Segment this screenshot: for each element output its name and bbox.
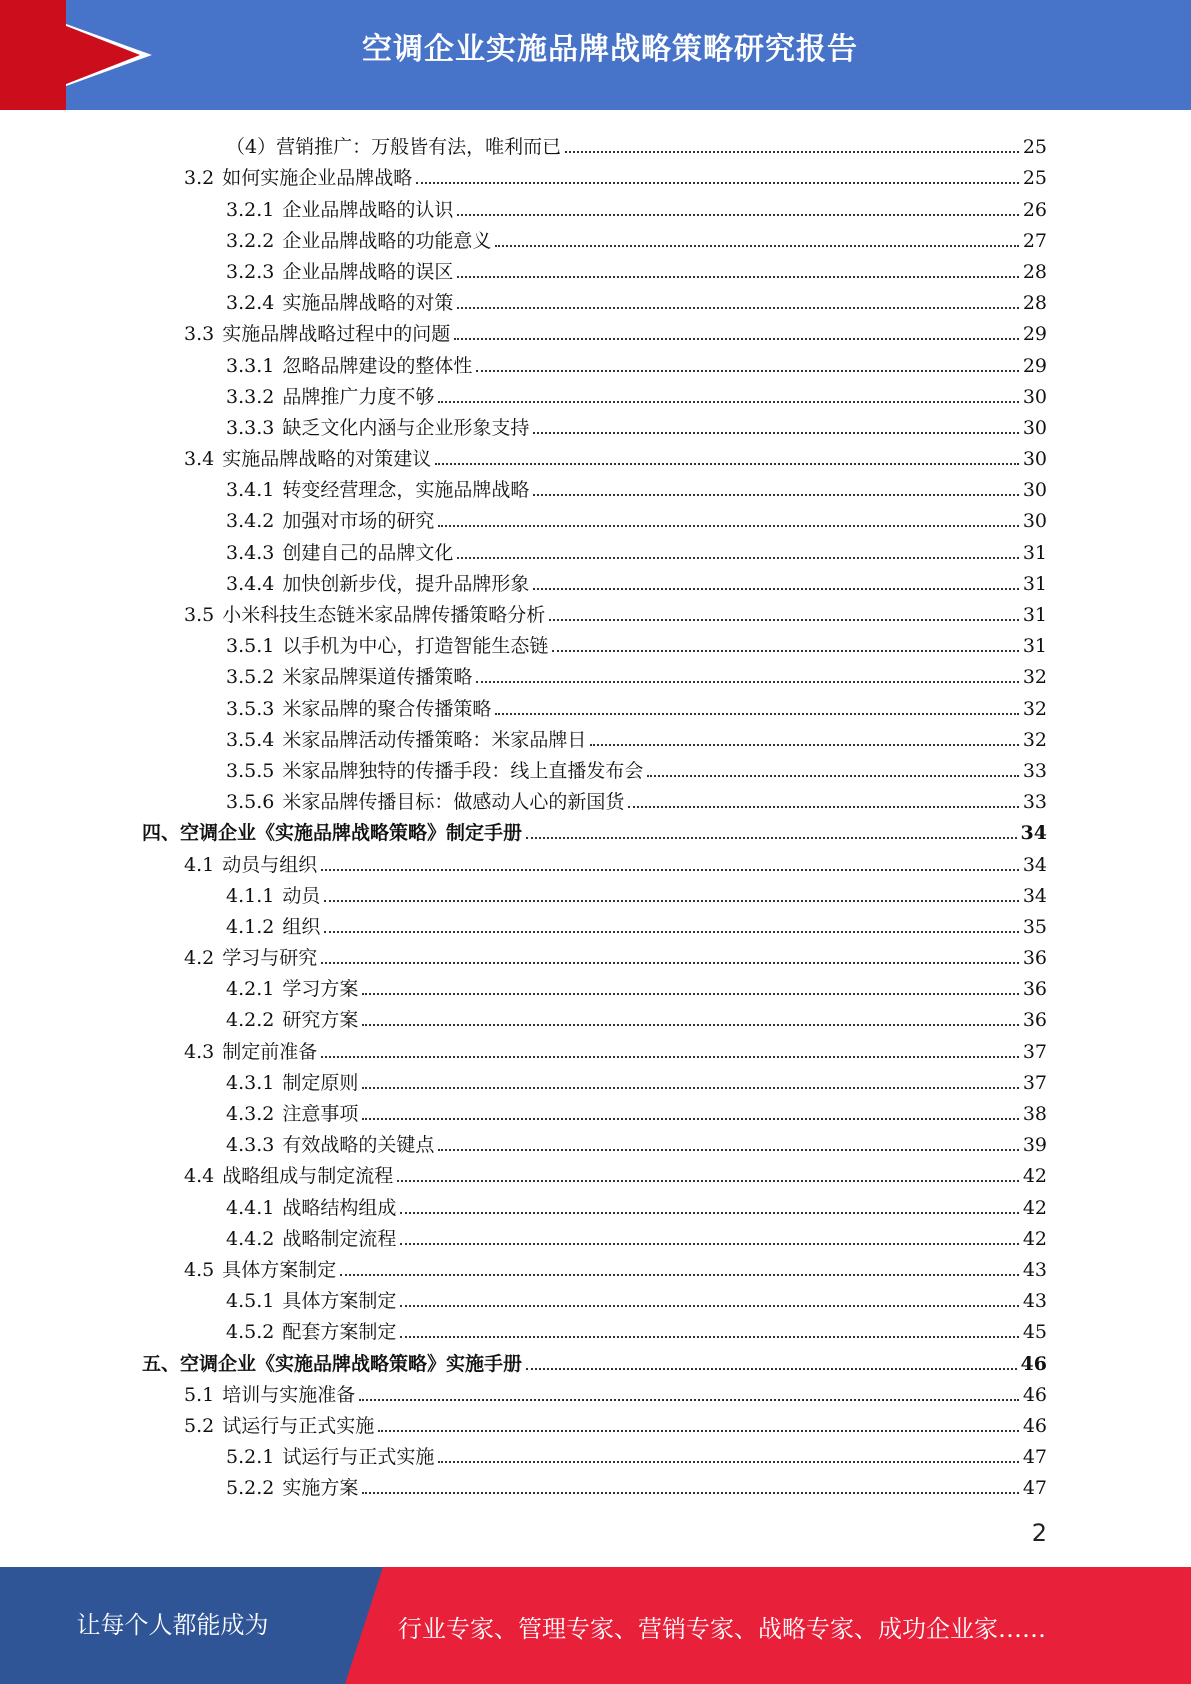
toc-entry-page: 30	[1022, 448, 1047, 471]
toc-entry-page: 38	[1022, 1103, 1047, 1125]
toc-dot-leader	[533, 432, 1018, 434]
toc-dot-leader	[454, 338, 1019, 340]
toc-entry[interactable]	[0, 532, 1191, 563]
toc-entry[interactable]	[0, 938, 1191, 969]
toc-dot-leader	[435, 463, 1019, 465]
toc-entry[interactable]	[0, 408, 1191, 439]
toc-dot-leader	[526, 837, 1017, 839]
toc-entry[interactable]	[0, 189, 1191, 220]
toc-dot-leader	[495, 245, 1018, 247]
toc-entry-page: 30	[1022, 479, 1047, 502]
toc-entry[interactable]	[0, 782, 1191, 813]
toc-entry-page: 29	[1022, 354, 1047, 377]
toc-dot-leader	[476, 681, 1018, 683]
toc-entry-number: 3.2	[184, 167, 215, 190]
toc-entry-number: 3.4.2	[226, 510, 275, 533]
toc-entry-page: 31	[1022, 541, 1047, 564]
toc-entry-page: 42	[1022, 1165, 1047, 1188]
toc-entry-page: 31	[1022, 604, 1047, 626]
page-header	[0, 0, 1191, 110]
toc-entry-page: 28	[1022, 292, 1047, 315]
toc-entry-page: 31	[1022, 635, 1047, 658]
toc-entry[interactable]	[0, 1437, 1191, 1468]
toc-entry-page: 31	[1022, 572, 1047, 595]
toc-entry-number: 4.3.1	[226, 1071, 275, 1094]
toc-dot-leader	[324, 931, 1018, 933]
toc-entry-page: 43	[1022, 1290, 1047, 1313]
toc-entry[interactable]	[0, 1219, 1191, 1250]
toc-entry-label: 忽略品牌建设的整体性	[282, 354, 473, 377]
toc-entry[interactable]	[0, 283, 1191, 314]
toc-entry-page: 45	[1022, 1321, 1047, 1344]
toc-entry-label: 企业品牌战略的认识	[282, 198, 454, 221]
toc-entry[interactable]	[0, 626, 1191, 657]
toc-entry-page: 34	[1022, 853, 1047, 876]
toc-entry-number: 3.2.3	[226, 260, 275, 283]
toc-entry-number: 3.5.2	[226, 666, 275, 689]
toc-dot-leader	[400, 1212, 1018, 1214]
toc-entry[interactable]	[0, 501, 1191, 532]
toc-entry-number: 4.3	[184, 1040, 215, 1063]
toc-entry[interactable]	[0, 314, 1191, 345]
toc-entry-page: 32	[1022, 728, 1047, 751]
toc-entry-label: 转变经营理念，实施品牌战略	[282, 479, 530, 502]
toc-entry-label: 具体方案制定	[282, 1290, 397, 1313]
toc-dot-leader	[438, 1149, 1018, 1151]
toc-dot-leader	[362, 1024, 1018, 1026]
toc-entry-label: 学习方案	[282, 978, 359, 1001]
toc-entry[interactable]	[0, 345, 1191, 376]
toc-entry-page: 42	[1022, 1227, 1047, 1250]
toc-entry-number: 4.2	[184, 947, 215, 970]
toc-dot-leader	[362, 993, 1018, 995]
toc-entry-label: 缺乏文化内涵与企业形象支持	[282, 416, 530, 439]
toc-entry-label: （4）营销推广：万般皆有法，唯利而已	[226, 136, 562, 159]
toc-entry[interactable]	[0, 564, 1191, 595]
toc-entry-label: 具体方案制定	[222, 1258, 337, 1281]
toc-entry-number: 3.3.2	[226, 385, 275, 408]
toc-dot-leader	[457, 307, 1018, 309]
toc-entry[interactable]	[0, 252, 1191, 283]
toc-entry-number: 5.1	[184, 1383, 215, 1406]
toc-entry-label: 培训与实施准备	[222, 1383, 356, 1406]
toc-entry-label: 试运行与正式实施	[282, 1446, 435, 1469]
toc-entry-label: 研究方案	[282, 1009, 359, 1032]
toc-entry-label: 实施品牌战略的对策建议	[222, 448, 432, 471]
toc-entry-page: 47	[1022, 1477, 1047, 1500]
toc-entry-number: 3.5.1	[226, 635, 275, 658]
toc-entry-page: 37	[1022, 1040, 1047, 1063]
toc-entry-page: 42	[1022, 1196, 1047, 1219]
toc-entry-page: 32	[1022, 666, 1047, 689]
toc-entry-page: 46	[1020, 1352, 1047, 1375]
toc-entry-label: 品牌推广力度不够	[282, 385, 435, 408]
toc-dot-leader	[438, 525, 1018, 527]
toc-entry-number: 3.3.3	[226, 416, 275, 439]
toc-entry[interactable]	[0, 1063, 1191, 1094]
toc-dot-leader	[457, 557, 1018, 559]
toc-entry[interactable]	[0, 1406, 1191, 1437]
toc-entry-number: 3.3	[184, 323, 215, 346]
toc-entry[interactable]	[0, 221, 1191, 252]
toc-dot-leader	[397, 1180, 1019, 1182]
toc-dot-leader	[438, 1461, 1018, 1463]
toc-entry-number: 5.2.2	[226, 1477, 275, 1500]
toc-entry-number: 4.1.2	[226, 915, 275, 938]
toc-entry-label: 制定原则	[282, 1071, 359, 1094]
page-footer	[0, 1567, 1191, 1684]
toc-entry[interactable]	[0, 751, 1191, 782]
toc-entry-label: 实施方案	[282, 1477, 359, 1500]
toc-entry-label: 战略结构组成	[282, 1196, 397, 1219]
toc-entry-number: 5.2	[184, 1414, 215, 1437]
toc-dot-leader	[340, 1274, 1019, 1276]
toc-entry-number: 3.3.1	[226, 354, 275, 377]
toc-dot-leader	[590, 744, 1018, 746]
toc-entry-label: 米家品牌渠道传播策略	[282, 666, 473, 689]
toc-entry-page: 39	[1022, 1134, 1047, 1157]
toc-entry-page: 30	[1022, 416, 1047, 439]
toc-dot-leader	[552, 650, 1018, 652]
toc-entry-page: 34	[1020, 822, 1047, 845]
toc-entry-number: 4.1	[184, 853, 215, 876]
footer-slogan-right: 行业专家、管理专家、营销专家、战略专家、成功企业家……	[398, 1615, 1046, 1643]
toc-entry-number: 3.2.2	[226, 229, 275, 252]
toc-dot-leader	[362, 1087, 1018, 1089]
toc-entry-page: 33	[1022, 791, 1047, 814]
toc-dot-leader	[549, 619, 1019, 621]
toc-entry-label: 加快创新步伐，提升品牌形象	[282, 572, 530, 595]
toc-entry-label: 创建自己的品牌文化	[282, 541, 454, 564]
toc-entry[interactable]	[0, 1281, 1191, 1312]
toc-entry-label: 战略组成与制定流程	[222, 1165, 394, 1188]
toc-entry-page: 32	[1022, 697, 1047, 720]
toc-dot-leader	[378, 1430, 1019, 1432]
toc-entry-page: 36	[1022, 1009, 1047, 1032]
toc-entry-page: 43	[1022, 1258, 1047, 1281]
toc-entry-label: 注意事项	[282, 1103, 359, 1125]
toc-entry-page: 47	[1022, 1446, 1047, 1469]
toc-entry[interactable]	[0, 844, 1191, 875]
toc-entry-page: 36	[1022, 978, 1047, 1001]
toc-entry-number: 4.2.2	[226, 1009, 275, 1032]
toc-entry-label: 如何实施企业品牌战略	[222, 167, 413, 190]
toc-entry[interactable]	[0, 1343, 1191, 1374]
toc-entry-label: 以手机为中心，打造智能生态链	[282, 635, 549, 658]
toc-dot-leader	[476, 370, 1018, 372]
toc-entry-number: 四、	[142, 822, 181, 845]
toc-entry[interactable]	[0, 1187, 1191, 1218]
toc-entry[interactable]	[0, 127, 1191, 158]
toc-entry[interactable]	[0, 813, 1191, 844]
toc-entry-page: 34	[1022, 884, 1047, 907]
toc-entry-number: 4.4.2	[226, 1227, 275, 1250]
toc-entry[interactable]	[0, 1094, 1191, 1125]
toc-entry-label: 制定前准备	[222, 1040, 318, 1063]
toc-entry[interactable]	[0, 1125, 1191, 1156]
toc-entry-number: 4.3.2	[226, 1103, 275, 1125]
toc-entry[interactable]	[0, 1031, 1191, 1062]
toc-entry-page: 25	[1022, 136, 1047, 159]
report-title: 空调企业实施品牌战略策略研究报告	[362, 32, 858, 67]
toc-entry-number: 3.4	[184, 448, 215, 471]
toc-entry[interactable]	[0, 1000, 1191, 1031]
toc-entry-number: 3.5.6	[226, 791, 275, 814]
toc-entry-page: 37	[1022, 1071, 1047, 1094]
toc-entry-label: 空调企业《实施品牌战略策略》实施手册	[180, 1352, 523, 1375]
table-of-contents	[0, 127, 1191, 1499]
toc-entry-label: 空调企业《实施品牌战略策略》制定手册	[180, 822, 523, 845]
toc-entry-page: 30	[1022, 510, 1047, 533]
toc-entry-number: 5.2.1	[226, 1446, 275, 1469]
toc-entry-page: 27	[1022, 229, 1047, 252]
toc-entry-number: 3.2.4	[226, 292, 275, 315]
toc-entry-page: 26	[1022, 198, 1047, 221]
toc-entry-page: 29	[1022, 323, 1047, 346]
toc-entry-number: 3.5	[184, 604, 215, 626]
toc-entry-number: 4.5	[184, 1258, 215, 1281]
toc-entry[interactable]	[0, 439, 1191, 470]
toc-entry-page: 46	[1022, 1383, 1047, 1406]
toc-entry-number: 3.4.1	[226, 479, 275, 502]
toc-entry-number: 4.3.3	[226, 1134, 275, 1157]
toc-entry-label: 有效战略的关键点	[282, 1134, 435, 1157]
toc-entry[interactable]	[0, 595, 1191, 626]
toc-entry-number: 3.5.5	[226, 759, 275, 782]
toc-entry-label: 动员与组织	[222, 853, 318, 876]
toc-entry-number: 4.4.1	[226, 1196, 275, 1219]
toc-entry-page: 33	[1022, 759, 1047, 782]
toc-entry-label: 动员	[282, 884, 321, 907]
toc-entry-number: 3.5.4	[226, 728, 275, 751]
toc-entry-number: 3.5.3	[226, 697, 275, 720]
toc-entry-label: 学习与研究	[222, 947, 318, 970]
toc-entry-label: 米家品牌活动传播策略：米家品牌日	[282, 728, 587, 751]
toc-dot-leader	[362, 1492, 1018, 1494]
toc-entry-number: 4.5.2	[226, 1321, 275, 1344]
toc-entry-label: 米家品牌独特的传播手段：线上直播发布会	[282, 759, 644, 782]
toc-entry-label: 试运行与正式实施	[222, 1414, 375, 1437]
toc-entry[interactable]	[0, 158, 1191, 189]
toc-dot-leader	[400, 1305, 1018, 1307]
toc-entry-label: 战略制定流程	[282, 1227, 397, 1250]
toc-dot-leader	[324, 900, 1018, 902]
toc-entry[interactable]	[0, 1156, 1191, 1187]
toc-entry-number: 4.1.1	[226, 884, 275, 907]
toc-dot-leader	[628, 806, 1018, 808]
toc-dot-leader	[533, 588, 1018, 590]
toc-entry-page: 25	[1022, 167, 1047, 190]
toc-dot-leader	[400, 1243, 1018, 1245]
toc-entry[interactable]	[0, 969, 1191, 1000]
toc-entry-number: 3.2.1	[226, 198, 275, 221]
toc-entry[interactable]	[0, 470, 1191, 501]
toc-dot-leader	[526, 1368, 1017, 1370]
toc-entry-label: 实施品牌战略过程中的问题	[222, 323, 451, 346]
toc-entry[interactable]	[0, 907, 1191, 938]
toc-dot-leader	[457, 276, 1018, 278]
toc-entry[interactable]	[0, 377, 1191, 408]
toc-dot-leader	[495, 713, 1018, 715]
toc-dot-leader	[533, 494, 1018, 496]
toc-entry[interactable]	[0, 1250, 1191, 1281]
toc-entry-label: 企业品牌战略的误区	[282, 260, 454, 283]
toc-entry-label: 组织	[282, 915, 321, 938]
toc-entry[interactable]	[0, 720, 1191, 751]
toc-dot-leader	[321, 869, 1019, 871]
toc-entry[interactable]	[0, 1312, 1191, 1343]
toc-entry-page: 35	[1022, 915, 1047, 938]
toc-entry-page: 36	[1022, 947, 1047, 970]
toc-entry-number: 4.5.1	[226, 1290, 275, 1313]
toc-entry-label: 企业品牌战略的功能意义	[282, 229, 492, 252]
toc-dot-leader	[457, 214, 1018, 216]
toc-entry-number: 3.4.3	[226, 541, 275, 564]
toc-dot-leader	[647, 775, 1018, 777]
page-number: 2	[1031, 1519, 1047, 1547]
toc-dot-leader	[400, 1336, 1018, 1338]
toc-dot-leader	[438, 401, 1018, 403]
toc-entry-label: 米家品牌传播目标：做感动人心的新国货	[282, 791, 625, 814]
toc-entry-number: 五、	[142, 1352, 181, 1375]
footer-slogan-left: 让每个人都能成为	[76, 1611, 269, 1639]
toc-dot-leader	[321, 962, 1019, 964]
toc-entry-label: 小米科技生态链米家品牌传播策略分析	[222, 604, 546, 626]
toc-entry[interactable]	[0, 1468, 1191, 1499]
toc-entry-label: 米家品牌的聚合传播策略	[282, 697, 492, 720]
toc-entry-label: 实施品牌战略的对策	[282, 292, 454, 315]
toc-entry-number: 3.4.4	[226, 572, 275, 595]
toc-dot-leader	[359, 1399, 1019, 1401]
toc-entry-page: 28	[1022, 260, 1047, 283]
toc-entry-number: 4.2.1	[226, 978, 275, 1001]
toc-entry[interactable]	[0, 876, 1191, 907]
header-arrow-icon	[0, 0, 140, 110]
toc-entry-number: 4.4	[184, 1165, 215, 1188]
toc-dot-leader	[416, 182, 1019, 184]
toc-entry-page: 30	[1022, 385, 1047, 408]
toc-dot-leader	[565, 151, 1019, 153]
toc-entry[interactable]	[0, 688, 1191, 719]
toc-entry-page: 46	[1022, 1414, 1047, 1437]
toc-dot-leader	[321, 1056, 1019, 1058]
toc-entry-label: 配套方案制定	[282, 1321, 397, 1344]
toc-dot-leader	[362, 1118, 1018, 1120]
toc-entry[interactable]	[0, 1375, 1191, 1406]
toc-entry-label: 加强对市场的研究	[282, 510, 435, 533]
toc-entry[interactable]	[0, 657, 1191, 688]
